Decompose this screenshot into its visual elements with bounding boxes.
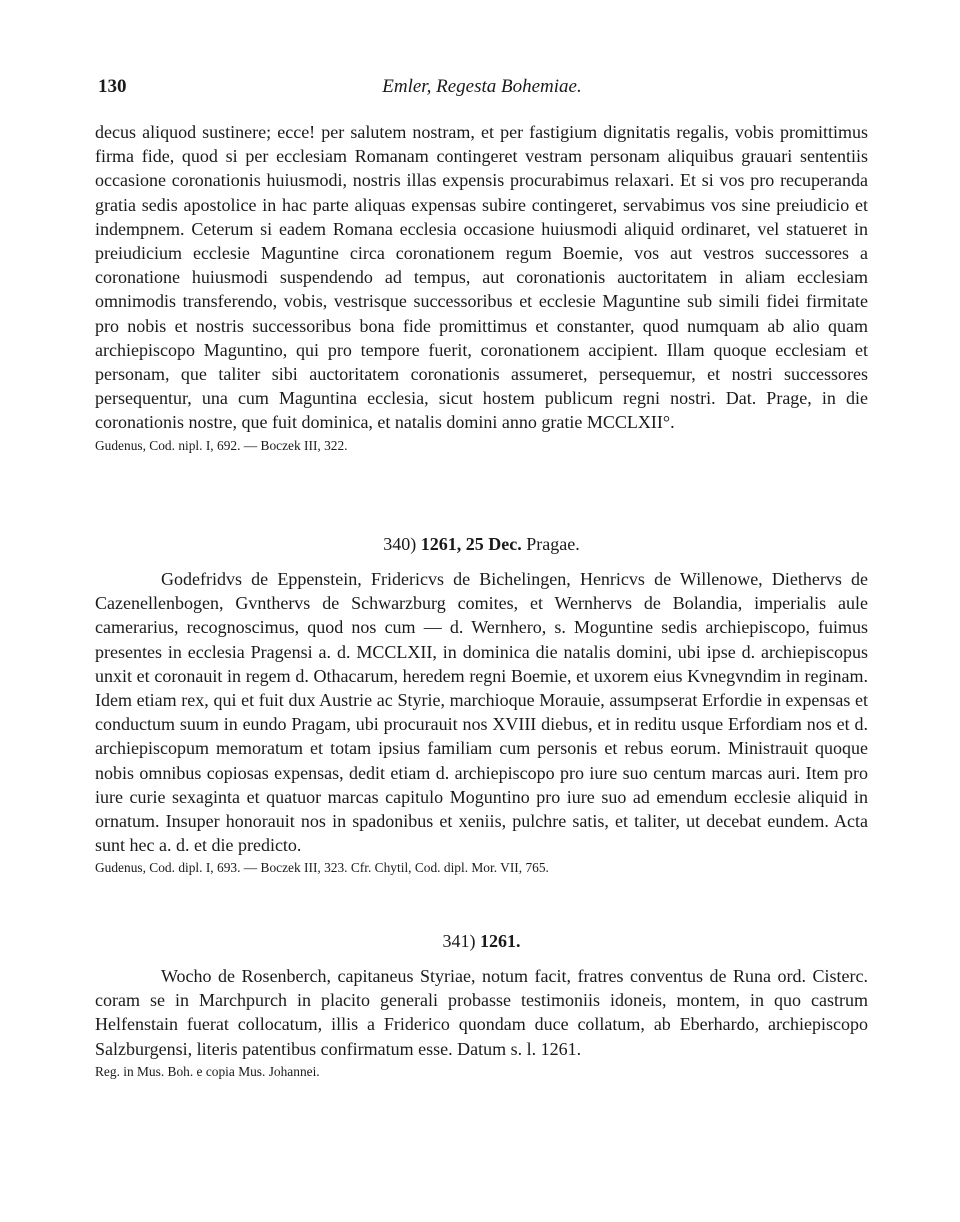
entry-341-body [95, 964, 868, 1081]
entry-341-date: 1261. [480, 931, 521, 951]
entry-341-source: Reg. in Mus. Boh. e copia Mus. Johannei. [95, 1063, 320, 1079]
entry-341-heading [95, 929, 868, 953]
page-number: 130 [98, 76, 127, 97]
entry-340-source: Gudenus, Cod. dipl. I, 693. — Boczek III, 323. Cfr. Chytil, Cod. dipl. Mor. VII, 765. [95, 860, 549, 876]
entry-340-number: 340) [383, 534, 417, 554]
entry-341-number: 341) [442, 931, 476, 951]
entry-340-date: 1261, 25 Dec. [420, 534, 522, 554]
entry-339-continuation [95, 120, 868, 455]
entry-340-body [95, 567, 868, 877]
entry-340-heading [95, 532, 868, 556]
entry-339-source: Gudenus, Cod. nipl. I, 692. — Boczek III, 322. [95, 437, 348, 453]
running-title: Emler, Regesta Bohemiae. [382, 76, 582, 97]
entry-339-text: decus aliquod sustinere; ecce! per salutem nostram, et per fastigium dignitatis regalis, vobis promittimus firma fide, quod si per ecclesiam Romanam contingeret vestram personam aliquibus grauari sententiis occasione coronationis huiusmodi, nostris illas expensis procurabimus relaxari. Et si vos pro recuperanda gratia sedis apostolice in hac parte aliquas expensas subire contingeret, servabimus vos sine preiudicio et indempnem. Ceterum si eadem Romana ecclesia occasione huiusmodi aliquid ordinaret, vel statueret in preiudicium ecclesie Maguntine circa coronationem regum Boemie, vos aut vestros successores a coronatione huiusmodi suspendendo ad tempus, aut coronationis auctoritatem in aliam ecclesiam omnimodis transferendo, vobis, vestrisque successoribus et ecclesie Maguntine sub simili fidei firmitate pro nobis et nostris successoribus bona fide promittimus et constanter, quod numquam ab alio quam archiepiscopo Maguntino, qui pro tempore fuerit, coronationem accipient. Illam quoque ecclesiam et personam, que taliter sibi auctoritatem coronationis assumeret, persequemur, et nostri successores persequentur, una cum Maguntina ecclesia, sicut hostem publicum regni nostri. Dat. Prage, in die coronationis nostre, que fuit dominica, et natalis domini anno gratie MCCLXII°. [95, 122, 868, 433]
entry-340-place: Pragae. [526, 534, 580, 554]
page-header [96, 76, 868, 106]
entry-340-text: Godefridvs de Eppenstein, Fridericvs de Bichelingen, Henricvs de Willenowe, Diethervs de Cazenellenbogen, Gvnthervs de Schwarzburg comites, et Wernhervs de Bolandia, imperialis aule camerarius, recognoscimus, quod nos cum — d. Wernhero, s. Moguntine sedis archiepiscopo, fuimus presentes in ecclesia Pragensi a. d. MCCLXII, in dominica die natalis domini, ubi ipse d. archiepiscopus unxit et coronauit in regem d. Othacarum, heredem regni Boemie, et uxorem eius Kvnegvndim in reginam. Idem etiam rex, qui et fuit dux Austrie ac Styrie, marchioque Morauie, assumpserat Erfordie in expensas et conductum suum in eundo Pragam, ubi procurauit nos XVIII diebus, et in reditu usque Erfordiam nos et d. archiepiscopum memoratum et totam ipsius familiam cum personis et rebus eorum. Ministrauit quoque nobis omnibus copiosas expensas, dedit etiam d. archiepiscopo pro iure suo centum marcas auri. Item pro iure curie sexaginta et quatuor marcas capitulo Moguntino pro iure suo ad emendum ecclesie aliquid in ornatum. Insuper honorauit nos in spadonibus et xeniis, pulchre satis, et taliter, ut decebat eundem. Acta sunt hec a. d. et die predicto. [95, 569, 868, 856]
entry-341-text: Wocho de Rosenberch, capitaneus Styriae, notum facit, fratres conventus de Runa ord. Cisterc. coram se in Marchpurch in placito generali probasse testimoniis idoneis, montem, in quo castrum Helfenstain fuerat collocatum, illis a Friderico quondam duce collatum, ab Eberhardo, archiepiscopo Salzburgensi, literis patentibus confirmatum esse. Datum s. l. 1261. [95, 966, 868, 1059]
